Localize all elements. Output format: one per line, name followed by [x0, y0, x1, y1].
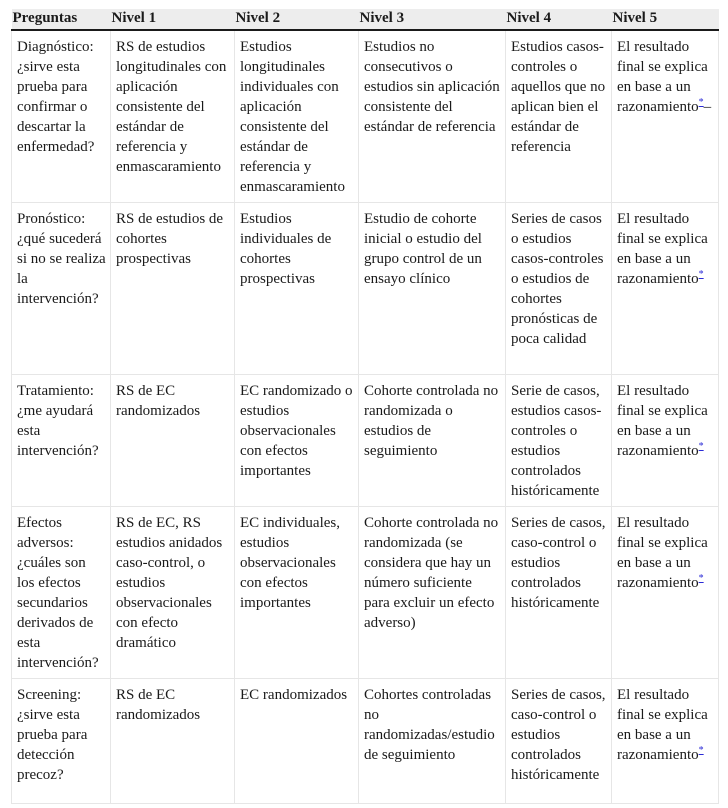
nivel-1-cell: RS de EC, RS estudios anidados caso-control, o estudios observacionales con efecto dramático — [111, 507, 235, 679]
nivel-5-text: El resultado final se explica en base a un razonamiento — [617, 39, 708, 115]
table-row — [12, 30, 719, 203]
question-cell: Pronóstico: ¿qué sucederá si no se realiza la intervención? — [12, 203, 111, 375]
nivel-5-text: El resultado final se explica en base a un razonamiento — [617, 383, 708, 459]
nivel-5-text: El resultado final se explica en base a un razonamiento — [617, 211, 708, 287]
table-row — [12, 375, 719, 507]
nivel-4-cell: Series de casos, caso-control o estudios controlados históricamente — [506, 679, 612, 804]
header-preguntas: Preguntas — [12, 9, 111, 30]
header-row — [12, 9, 719, 30]
nivel-1-cell: RS de EC randomizados — [111, 679, 235, 804]
nivel-2-cell: EC individuales, estudios observacionales con efectos importantes — [235, 507, 359, 679]
question-cell: Efectos adversos: ¿cuáles son los efectos secundarios derivados de esta intervención? — [12, 507, 111, 679]
nivel-2-cell: EC randomizados — [235, 679, 359, 804]
nivel-3-cell: Estudios no consecutivos o estudios sin aplicación consistente del estándar de referencia — [359, 30, 506, 203]
nivel-1-cell: RS de estudios de cohortes prospectivas — [111, 203, 235, 375]
header-nivel-3: Nivel 3 — [359, 9, 506, 30]
header-nivel-5: Nivel 5 — [612, 9, 719, 30]
nivel-1-cell: RS de EC randomizados — [111, 375, 235, 507]
footnote-link[interactable]: * — [698, 441, 704, 452]
question-cell: Diagnóstico: ¿sirve esta prueba para confirmar o descartar la enfermedad? — [12, 30, 111, 203]
nivel-3-cell: Cohorte controlada no randomizada (se considera que hay un número suficiente para excluir un efecto adverso) — [359, 507, 506, 679]
header-nivel-2: Nivel 2 — [235, 9, 359, 30]
header-nivel-4: Nivel 4 — [506, 9, 612, 30]
question-cell: Tratamiento: ¿me ayudará esta intervención? — [12, 375, 111, 507]
nivel-4-cell: Serie de casos, estudios casos-controles o estudios controlados históricamente — [506, 375, 612, 507]
footnote-link[interactable]: * — [698, 745, 704, 756]
header-nivel-1: Nivel 1 — [111, 9, 235, 30]
nivel-5-cell — [612, 375, 719, 507]
footnote-link[interactable]: * — [698, 573, 704, 584]
question-cell: Screening: ¿sirve esta prueba para detección precoz? — [12, 679, 111, 804]
nivel-5-cell — [612, 507, 719, 679]
table-row — [12, 679, 719, 804]
nivel-3-cell: Estudio de cohorte inicial o estudio del grupo control de un ensayo clínico — [359, 203, 506, 375]
nivel-4-cell: Series de casos o estudios casos-controles o estudios de cohortes pronósticas de poca calidad — [506, 203, 612, 375]
nivel-5-cell — [612, 679, 719, 804]
footnote-dash: – — [703, 99, 712, 115]
table-row — [12, 203, 719, 375]
nivel-3-cell: Cohorte controlada no randomizada o estudios de seguimiento — [359, 375, 506, 507]
table-row — [12, 507, 719, 679]
nivel-5-text: El resultado final se explica en base a un razonamiento — [617, 515, 708, 591]
nivel-2-cell: Estudios individuales de cohortes prospectivas — [235, 203, 359, 375]
footnote-link[interactable]: * — [698, 269, 704, 280]
nivel-5-text: El resultado final se explica en base a un razonamiento — [617, 687, 708, 763]
nivel-4-cell: Series de casos, caso-control o estudios controlados históricamente — [506, 507, 612, 679]
nivel-1-cell: RS de estudios longitudinales con aplicación consistente del estándar de referencia y enmascaramiento — [111, 30, 235, 203]
nivel-3-cell: Cohortes controladas no randomizadas/estudio de seguimiento — [359, 679, 506, 804]
nivel-5-cell — [612, 30, 719, 203]
nivel-5-cell — [612, 203, 719, 375]
nivel-2-cell: EC randomizado o estudios observacionales con efectos importantes — [235, 375, 359, 507]
evidence-levels-table — [11, 9, 719, 804]
footnote-link[interactable]: * — [698, 97, 704, 108]
nivel-4-cell: Estudios casos-controles o aquellos que no aplican bien el estándar de referencia — [506, 30, 612, 203]
nivel-2-cell: Estudios longitudinales individuales con aplicación consistente del estándar de referencia y enmascaramiento — [235, 30, 359, 203]
